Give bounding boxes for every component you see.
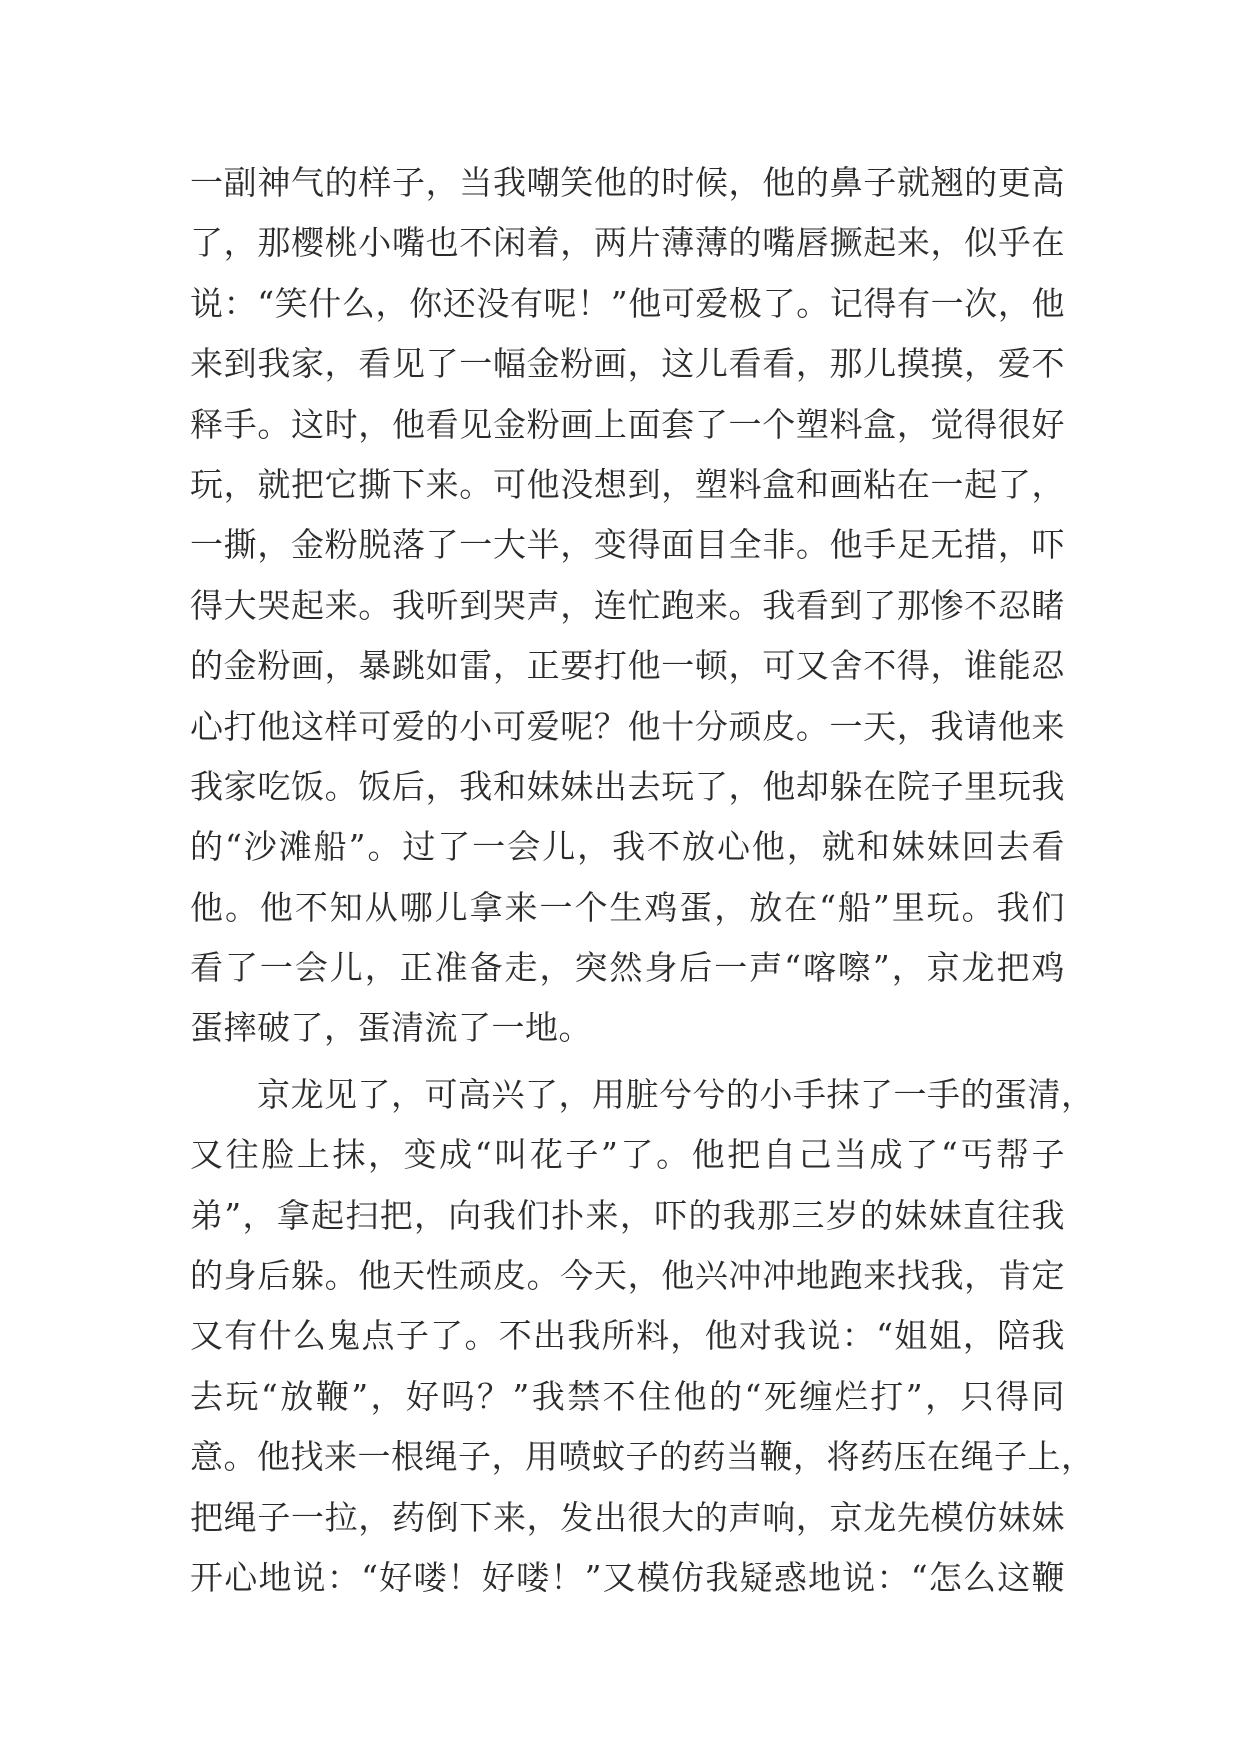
text-line: 来到我家，看见了一幅金粉画，这儿看看，那儿摸摸，爱不	[190, 344, 1065, 384]
text-line: 的金粉画，暴跳如雷，正要打他一顿，可又舍不得，谁能忍	[190, 646, 1065, 686]
text-line: 意。他找来一根绳子，用喷蚊子的药当鞭，将药压在绳子上，	[190, 1437, 1095, 1477]
text-line: 释手。这时，他看见金粉画上面套了一个塑料盒，觉得很好	[190, 404, 1065, 444]
text-line: 说：“笑什么，你还没有呢！”他可爱极了。记得有一次，他	[190, 283, 1065, 323]
text-line: 他。他不知从哪儿拿来一个生鸡蛋，放在“船”里玩。我们	[190, 887, 1065, 927]
text-line: 一撕，金粉脱落了一大半，变得面目全非。他手足无措，吓	[190, 525, 1065, 565]
text-line: 的“沙滩船”。过了一会儿，我不放心他，就和妹妹回去看	[190, 827, 1065, 867]
text-line: 了，那樱桃小嘴也不闲着，两片薄薄的嘴唇撅起来，似乎在	[190, 223, 1065, 263]
text-line: 去玩“放鞭”，好吗？”我禁不住他的“死缠烂打”，只得同	[190, 1376, 1065, 1416]
text-line: 心打他这样可爱的小可爱呢？他十分顽皮。一天，我请他来	[190, 706, 1065, 746]
text-line: 弟”，拿起扫把，向我们扑来，吓的我那三岁的妹妹直往我	[190, 1195, 1065, 1235]
text-line: 开心地说：“好喽！好喽！”又模仿我疑惑地说：“怎么这鞭	[190, 1557, 1065, 1597]
text-line: 的身后躲。他天性顽皮。今天，他兴冲冲地跑来找我，肯定	[190, 1256, 1065, 1296]
text-line: 看了一会儿，正准备走，突然身后一声“喀嚓”，京龙把鸡	[190, 948, 1065, 988]
paragraph-1	[190, 153, 1065, 1059]
text-line: 蛋摔破了，蛋清流了一地。	[190, 1008, 592, 1048]
text-line: 玩，就把它撕下来。可他没想到，塑料盒和画粘在一起了，	[190, 464, 1065, 504]
text-line: 京龙见了，可高兴了，用脏兮兮的小手抹了一手的蛋清，	[190, 1074, 1095, 1114]
paragraph-2	[190, 1065, 1095, 1609]
text-line: 又有什么鬼点子了。不出我所料，他对我说：“姐姐，陪我	[190, 1316, 1065, 1356]
text-line: 一副神气的样子，当我嘲笑他的时候，他的鼻子就翘的更高	[190, 163, 1065, 202]
text-line: 我家吃饭。饭后，我和妹妹出去玩了，他却躲在院子里玩我	[190, 766, 1065, 806]
body-text	[190, 153, 1095, 1608]
text-line: 又往脸上抹，变成“叫花子”了。他把自己当成了“丐帮子	[190, 1135, 1065, 1175]
text-line: 得大哭起来。我听到哭声，连忙跑来。我看到了那惨不忍睹	[190, 585, 1065, 625]
text-line: 把绳子一拉，药倒下来，发出很大的声响，京龙先模仿妹妹	[190, 1497, 1065, 1537]
